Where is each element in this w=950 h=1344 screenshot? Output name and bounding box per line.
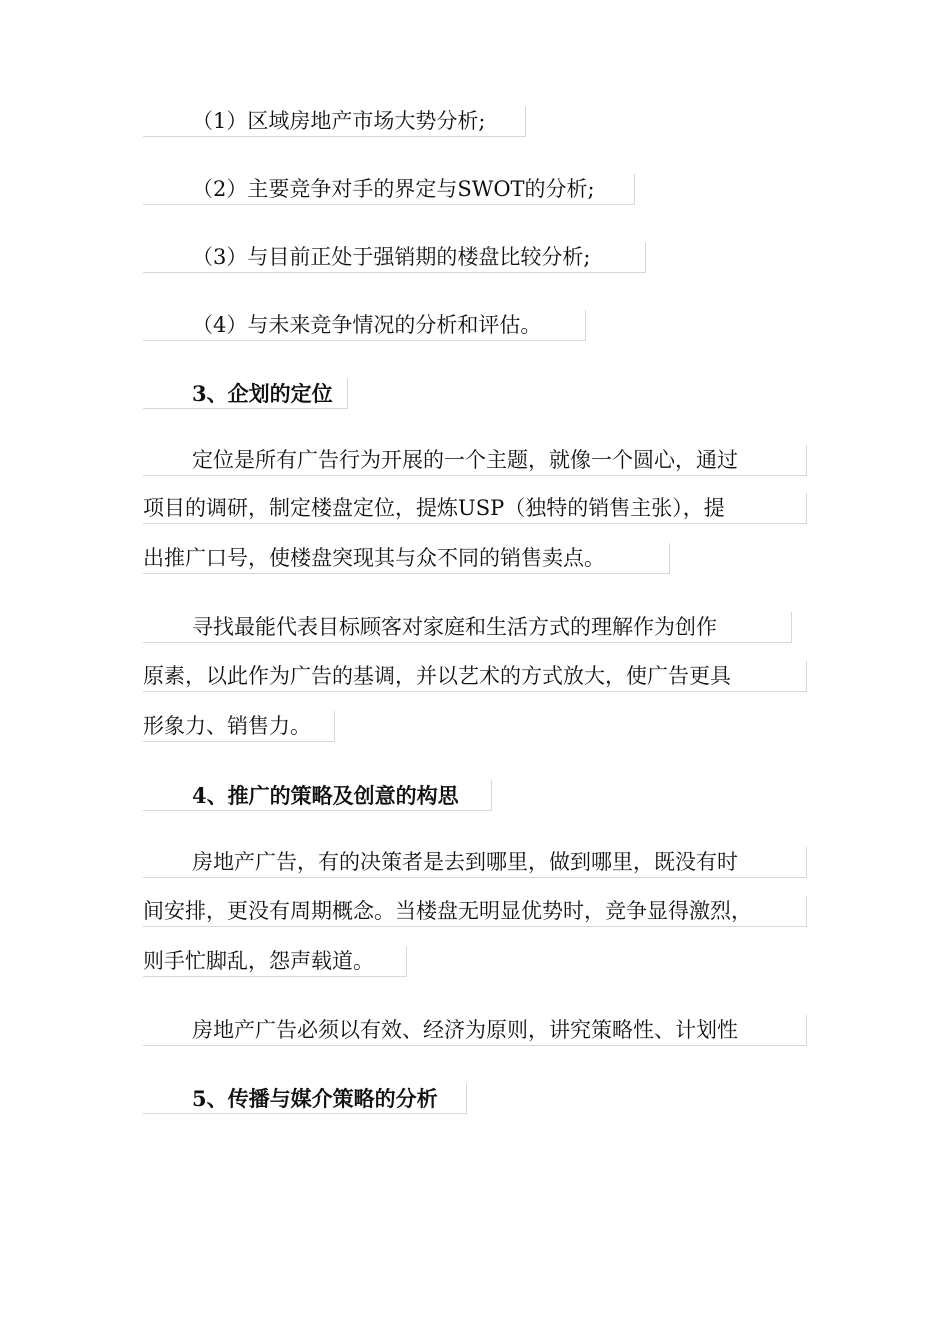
- paragraph-1-line-2: 项目的调研，制定楼盘定位，提炼USP（独特的销售主张），提: [143, 493, 807, 524]
- section-heading-3: 3、企划的定位: [143, 378, 348, 409]
- list-item-4: （4）与未来竞争情况的分析和评估。: [143, 310, 586, 341]
- list-item-1: （1）区域房地产市场大势分析;: [143, 106, 526, 137]
- paragraph-3-line-2: 间安排，更没有周期概念。当楼盘无明显优势时，竞争显得激烈，: [143, 896, 807, 927]
- paragraph-2-line-1: 寻找最能代表目标顾客对家庭和生活方式的理解作为创作: [143, 612, 792, 643]
- paragraph-1-line-1: 定位是所有广告行为开展的一个主题，就像一个圆心，通过: [143, 445, 807, 476]
- paragraph-1-line-3: 出推广口号，使楼盘突现其与众不同的销售卖点。: [143, 543, 670, 574]
- list-item-3: （3）与目前正处于强销期的楼盘比较分析;: [143, 242, 646, 273]
- paragraph-2-line-2: 原素，以此作为广告的基调，并以艺术的方式放大，使广告更具: [143, 661, 807, 692]
- paragraph-2-line-3: 形象力、销售力。: [143, 711, 335, 742]
- section-heading-5: 5、传播与媒介策略的分析: [143, 1083, 467, 1114]
- paragraph-3-line-1: 房地产广告，有的决策者是去到哪里，做到哪里，既没有时: [143, 847, 807, 878]
- list-item-2: （2）主要竞争对手的界定与SWOT的分析;: [143, 174, 635, 205]
- section-heading-4: 4、推广的策略及创意的构思: [143, 780, 492, 811]
- paragraph-3-line-3: 则手忙脚乱，怨声载道。: [143, 946, 407, 977]
- paragraph-4-line-1: 房地产广告必须以有效、经济为原则，讲究策略性、计划性: [143, 1015, 807, 1046]
